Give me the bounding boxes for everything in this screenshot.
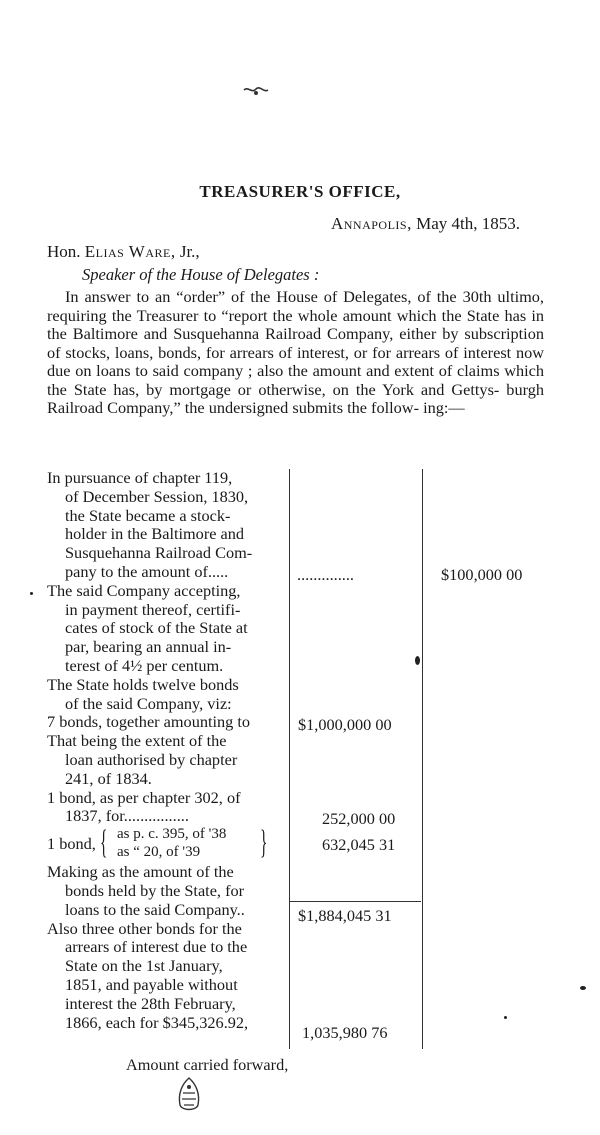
intro-paragraph <box>47 288 544 418</box>
ledger-line: in payment thereof, certifi- <box>65 599 241 619</box>
intro-line: ing:— <box>423 398 465 417</box>
carried-forward: Amount carried forward, <box>126 1055 289 1074</box>
ledger-line: holder in the Baltimore and <box>65 524 245 544</box>
subtotal-rule <box>290 901 421 902</box>
brace-line: as “ 20, of '39 <box>117 843 201 860</box>
ledger-descriptions <box>47 469 286 1032</box>
intro-line: 30th ultimo, requiring the Treasurer to “report the whole amount <box>47 287 545 325</box>
ledger-line: pany to the amount of..... <box>65 561 229 581</box>
column-rule-left <box>289 469 290 1049</box>
office-heading: TREASURER'S OFFICE, <box>199 182 401 201</box>
ledger-line: State on the 1st January, <box>65 956 223 976</box>
intro-line: In answer to an “order” of the House of Delegates, of the <box>65 287 457 306</box>
ledger-line: bonds held by the State, for <box>65 880 245 900</box>
ledger-line: 1 bond, as per chapter 302, of <box>47 787 241 807</box>
brace-line: as p. c. 395, of '38 <box>117 826 227 843</box>
ink-speck <box>415 656 420 665</box>
ledger-line: interest the 28th February, <box>65 993 236 1013</box>
ledger-line: Susquehanna Railroad Com- <box>65 543 253 563</box>
ledger-line: Also three other bonds for the <box>47 918 242 938</box>
ledger-line: par, bearing an annual in- <box>65 637 232 657</box>
intro-line: burgh Railroad Company,” the undersigned submits the follow- <box>47 379 544 417</box>
ledger-line: 1866, each for $345,326.92, <box>65 1012 249 1032</box>
amount-seven-bonds: $1,000,000 00 <box>298 715 392 734</box>
amount-bond-1837: 252,000 00 <box>322 809 396 828</box>
ledger-line: loan authorised by chapter <box>65 749 238 769</box>
brace-entry-text <box>117 826 226 861</box>
intro-line: said company ; also the amount and extent of claims which the <box>47 361 545 399</box>
leader-dots: .............. <box>297 565 354 584</box>
intro-line: State has, by mortgage or otherwise, on the York and Gettys- <box>73 379 500 399</box>
brace-entry-label: 1 bond, <box>47 834 96 854</box>
ledger-line: of the said Company, viz: <box>65 693 232 713</box>
dateline-date: May 4th, 1853. <box>416 214 520 233</box>
ledger-line: The said Company accepting, <box>47 580 241 600</box>
ledger-line: arrears of interest due to the <box>65 937 248 957</box>
addressee-title: Speaker of the House of Delegates : <box>82 265 320 284</box>
amount-stock-total: $100,000 00 <box>441 565 523 584</box>
brace-entry <box>47 826 286 863</box>
ledger-line: 7 bonds, together amounting to <box>47 712 251 732</box>
addressee-name: Elias Ware, <box>84 242 176 261</box>
ledger-line: 241, of 1834. <box>65 768 152 788</box>
ledger-line: Making as the amount of the <box>47 862 234 882</box>
ledger-line: of December Session, 1830, <box>65 486 249 506</box>
ledger-line: the State became a stock- <box>65 505 231 525</box>
ledger-line: cates of stock of the State at <box>65 618 248 638</box>
dateline-place: Annapolis, <box>330 214 412 233</box>
intro-line: Company, either by subscription of stocks, loans, bonds, for <box>47 324 544 362</box>
amount-bonds-38-39: 632,045 31 <box>322 835 396 854</box>
ink-speck <box>504 1016 507 1019</box>
addressee-hon: Hon. <box>47 242 81 261</box>
ledger-table <box>47 469 567 1077</box>
amount-interest-bonds: 1,035,980 76 <box>302 1023 388 1042</box>
addressee <box>47 242 200 262</box>
ink-speck <box>580 986 586 990</box>
ledger-line: loans to the said Company.. <box>65 899 245 919</box>
ornament-bottom-icon <box>172 1075 206 1113</box>
dateline <box>331 214 520 234</box>
intro-line: which the State has in the Baltimore and Susquehanna Railroad <box>47 305 544 343</box>
addressee-suffix: Jr., <box>179 242 200 261</box>
ornament-top-icon <box>241 84 271 98</box>
right-brace-icon: } <box>260 824 268 862</box>
ledger-line: 1837, for................ <box>65 806 189 826</box>
amount-bonds-held-total: $1,884,045 31 <box>298 906 392 925</box>
left-brace-icon: { <box>100 824 108 862</box>
column-rule-right <box>422 469 423 1049</box>
ledger-line: That being the extent of the <box>47 731 227 751</box>
ledger-line: The State holds twelve bonds <box>47 674 239 694</box>
ledger-line: In pursuance of chapter 119, <box>47 468 233 487</box>
ledger-line: terest of 4½ per centum. <box>65 655 224 675</box>
ink-speck <box>30 592 33 595</box>
ledger-line: 1851, and payable without <box>65 974 238 994</box>
intro-line: arrears of interest, or for arrears of interest now due on loans to <box>47 342 544 380</box>
